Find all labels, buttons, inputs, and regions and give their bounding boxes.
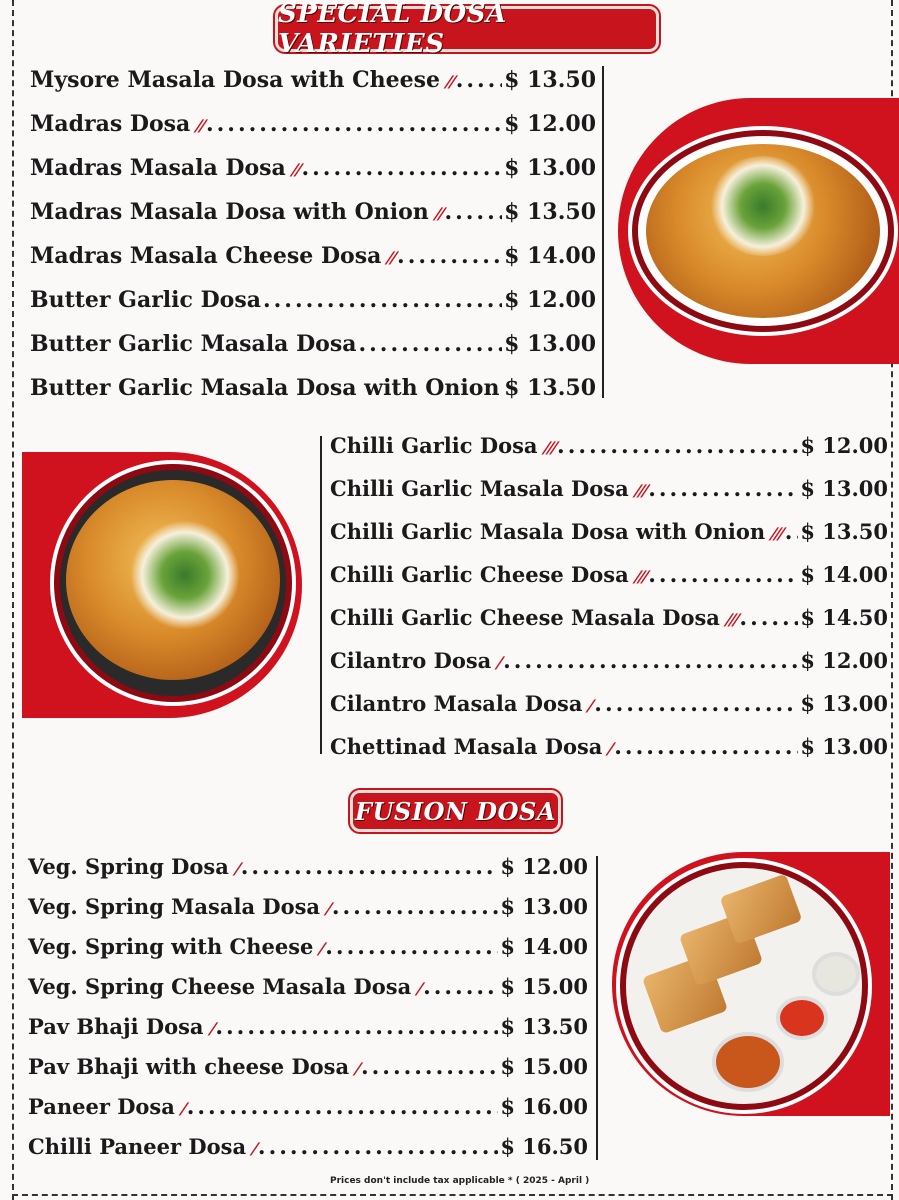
item-price: $ 13.50 xyxy=(504,67,596,93)
leader-dots xyxy=(332,887,498,927)
chili-pepper-icon: / xyxy=(322,899,334,918)
special-dosa-banner: SPECIAL DOSA VARIETIES xyxy=(275,6,659,52)
leader-dots xyxy=(263,278,502,322)
leader-dots xyxy=(614,726,798,769)
menu-item xyxy=(28,927,588,967)
leader-dots xyxy=(301,146,502,190)
item-price: $ 14.00 xyxy=(504,243,596,269)
chili-pepper-icon: /// xyxy=(540,438,559,457)
leader-dots xyxy=(501,366,502,410)
leader-dots xyxy=(325,927,498,967)
item-name: Chilli Garlic Cheese Dosa xyxy=(330,562,629,587)
item-price: $ 14.50 xyxy=(800,605,888,630)
item-price: $ 12.00 xyxy=(504,287,596,313)
item-price: $ 12.00 xyxy=(800,433,888,458)
leader-dots xyxy=(241,847,499,887)
menu-item xyxy=(28,1087,588,1127)
item-price: $ 13.50 xyxy=(800,519,888,544)
leader-dots xyxy=(594,683,798,726)
special-list-a xyxy=(30,58,596,410)
menu-item xyxy=(28,1047,588,1087)
chili-pepper-icon: / xyxy=(177,1099,189,1118)
chili-pepper-icon: / xyxy=(206,1019,217,1038)
item-name: Chilli Paneer Dosa xyxy=(28,1134,247,1159)
plate-photo xyxy=(54,464,292,702)
item-price: $ 13.00 xyxy=(500,894,588,919)
item-price: $ 13.50 xyxy=(504,199,596,225)
leader-dots xyxy=(648,468,798,511)
chili-pepper-icon: // xyxy=(384,248,399,267)
leader-dots xyxy=(739,597,798,640)
leader-dots xyxy=(258,1127,498,1167)
chili-pepper-icon: / xyxy=(584,696,596,715)
menu-item xyxy=(28,967,588,1007)
menu-item xyxy=(330,596,888,639)
menu-item xyxy=(30,234,596,278)
item-name: Madras Masala Dosa xyxy=(30,155,286,181)
menu-item xyxy=(330,510,888,553)
fusion-dosa-banner: FUSION DOSA xyxy=(350,790,561,832)
menu-item xyxy=(330,467,888,510)
item-name: Chilli Garlic Cheese Masala Dosa xyxy=(330,605,720,630)
item-price: $ 14.00 xyxy=(500,934,588,959)
chili-pepper-icon: / xyxy=(604,739,616,758)
menu-item xyxy=(330,424,888,467)
leader-dots xyxy=(206,102,502,146)
menu-item xyxy=(330,725,888,768)
chili-pepper-icon: // xyxy=(288,160,304,179)
item-price: $ 13.00 xyxy=(800,476,888,501)
chutney-bowl-image xyxy=(776,996,828,1040)
item-name: Madras Dosa xyxy=(30,111,191,137)
item-price: $ 16.00 xyxy=(500,1094,588,1119)
sambar-bowl-image xyxy=(712,1032,784,1092)
leader-dots xyxy=(444,190,502,234)
item-price: $ 15.00 xyxy=(500,1054,588,1079)
chili-pepper-icon: / xyxy=(231,859,243,878)
dish-photo-panel-1 xyxy=(618,98,899,364)
item-name: Veg. Spring Dosa xyxy=(28,854,229,879)
menu-item xyxy=(28,887,588,927)
chili-pepper-icon: /// xyxy=(631,481,650,500)
item-name: Chilli Garlic Masala Dosa with Onion xyxy=(330,519,766,544)
special-list-b xyxy=(330,424,888,768)
menu-item xyxy=(330,553,888,596)
menu-item xyxy=(30,190,596,234)
garnish-image xyxy=(708,156,818,256)
menu-item xyxy=(30,58,596,102)
item-name: Chilli Garlic Masala Dosa xyxy=(330,476,629,501)
dish-photo-panel-2 xyxy=(22,452,302,718)
leader-dots xyxy=(397,234,502,278)
chili-pepper-icon: / xyxy=(351,1059,363,1078)
item-price: $ 12.00 xyxy=(500,854,588,879)
plate-photo xyxy=(620,862,868,1110)
item-name: Pav Bhaji Dosa xyxy=(28,1014,204,1039)
leader-dots xyxy=(648,554,798,597)
leader-dots xyxy=(187,1087,499,1127)
item-price: $ 12.00 xyxy=(504,111,596,137)
chili-pepper-icon: / xyxy=(493,653,505,672)
item-price: $ 13.50 xyxy=(500,1014,588,1039)
item-name: Veg. Spring Cheese Masala Dosa xyxy=(28,974,412,999)
chili-pepper-icon: // xyxy=(431,204,447,223)
item-price: $ 13.00 xyxy=(800,691,888,716)
menu-item xyxy=(28,1127,588,1167)
item-name: Veg. Spring with Cheese xyxy=(28,934,314,959)
item-name: Pav Bhaji with cheese Dosa xyxy=(28,1054,350,1079)
coconut-chutney-bowl-image xyxy=(812,952,860,996)
item-name: Butter Garlic Masala Dosa xyxy=(30,331,357,357)
dish-photo-panel-3 xyxy=(612,852,890,1116)
menu-item xyxy=(28,1007,588,1047)
garnish-image xyxy=(130,520,240,630)
item-price: $ 13.00 xyxy=(504,331,596,357)
plate-photo xyxy=(632,130,894,332)
item-name: Chilli Garlic Dosa xyxy=(330,433,538,458)
item-name: Butter Garlic Dosa xyxy=(30,287,261,313)
item-name: Cilantro Masala Dosa xyxy=(330,691,583,716)
chili-pepper-icon: /// xyxy=(631,567,650,586)
item-price: $ 15.00 xyxy=(500,974,588,999)
leader-dots xyxy=(557,425,798,468)
menu-item xyxy=(330,682,888,725)
chili-pepper-icon: /// xyxy=(767,524,787,543)
leader-dots xyxy=(361,1047,498,1087)
menu-item xyxy=(28,847,588,887)
item-name: Chettinad Masala Dosa xyxy=(330,734,603,759)
item-price: $ 13.50 xyxy=(504,375,596,401)
menu-item xyxy=(30,322,596,366)
leader-dots xyxy=(423,967,498,1007)
item-name: Paneer Dosa xyxy=(28,1094,175,1119)
menu-item xyxy=(30,366,596,410)
leader-dots xyxy=(358,322,502,366)
page-border-bottom xyxy=(12,1194,893,1196)
item-price: $ 14.00 xyxy=(800,562,888,587)
fusion-list xyxy=(28,847,588,1167)
menu-item xyxy=(30,102,596,146)
chili-pepper-icon: / xyxy=(316,939,327,958)
menu-item xyxy=(30,146,596,190)
chili-pepper-icon: / xyxy=(248,1139,260,1158)
item-name: Butter Garlic Masala Dosa with Onion xyxy=(30,375,500,401)
divider-line xyxy=(320,436,322,754)
item-name: Madras Masala Dosa with Onion xyxy=(30,199,429,225)
divider-line xyxy=(602,66,604,398)
price-footnote: Prices don't include tax applicable * ( 2025 - April ) xyxy=(330,1176,590,1186)
chili-pepper-icon: /// xyxy=(722,610,741,629)
item-price: $ 16.50 xyxy=(500,1134,588,1159)
leader-dots xyxy=(503,640,798,683)
page-border-left xyxy=(12,0,14,1200)
item-price: $ 13.00 xyxy=(800,734,888,759)
item-name: Cilantro Dosa xyxy=(330,648,492,673)
divider-line xyxy=(596,856,598,1160)
item-name: Veg. Spring Masala Dosa xyxy=(28,894,321,919)
menu-item xyxy=(30,278,596,322)
chili-pepper-icon: / xyxy=(413,979,425,998)
leader-dots xyxy=(456,58,502,102)
chili-pepper-icon: // xyxy=(193,116,208,135)
item-price: $ 12.00 xyxy=(800,648,888,673)
leader-dots xyxy=(215,1007,498,1047)
chili-pepper-icon: // xyxy=(442,72,458,91)
menu-item xyxy=(330,639,888,682)
spring-dosa-image xyxy=(720,874,803,945)
item-name: Madras Masala Cheese Dosa xyxy=(30,243,382,269)
item-price: $ 13.00 xyxy=(504,155,596,181)
item-name: Mysore Masala Dosa with Cheese xyxy=(30,67,441,93)
